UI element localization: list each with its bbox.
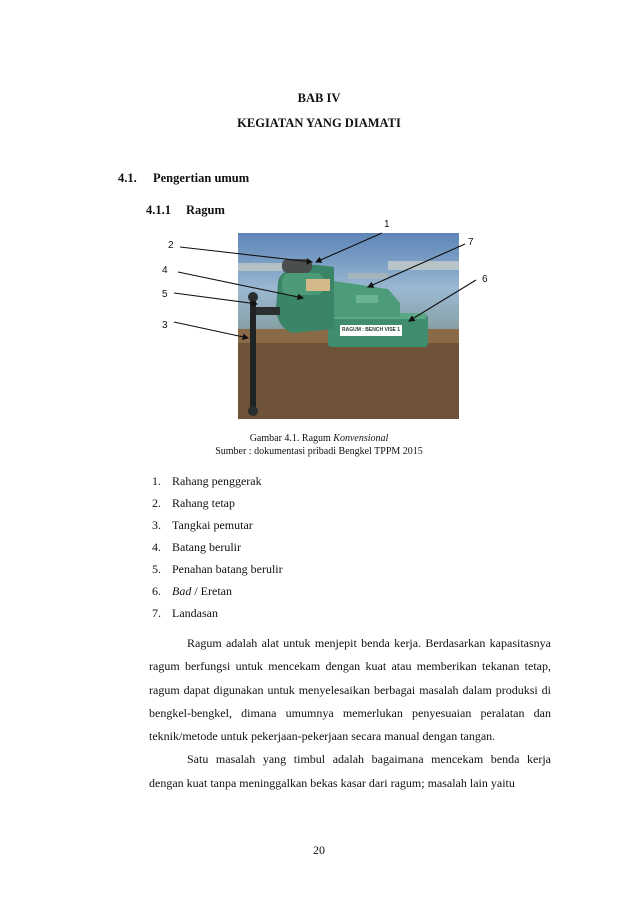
callout-6: 6 [482, 274, 488, 285]
chapter-title: KEGIATAN YANG DIAMATI [237, 116, 401, 130]
section-number: 4.1. [118, 171, 137, 185]
subsection-number: 4.1.1 [146, 203, 171, 217]
page-number: 20 [313, 843, 325, 857]
caption-prefix: Gambar 4.1. Ragum [249, 433, 331, 444]
subsection-title: Ragum [186, 203, 225, 217]
list-item: 3. Tangkai pemutar [152, 518, 253, 532]
paragraph: Ragum adalah alat untuk menjepit benda kerja. Berdasarkan kapasitasnya ragum berfungsi untuk mencekam dengan kuat atau memberikan tekanan tetap, ragum dapat digunakan untuk menyelesaikan berbagai masalah dalam produksi di bengkel-bengkel, dimana umumnya memerlukan penyesuaian peralatan dan teknik/metode untuk pekerjaan-pekerjaan secara manual dengan tangan. [149, 636, 551, 744]
figure-source: Sumber : dokumentasi pribadi Bengkel TPPM 2015 [215, 446, 423, 457]
list-item: 7. Landasan [152, 606, 218, 620]
caption-italic: Konvensional [333, 433, 389, 444]
callout-1: 1 [384, 219, 390, 230]
list-item: 1. Rahang penggerak [152, 474, 262, 488]
list-item: 5. Penahan batang berulir [152, 562, 283, 576]
list-item: 4. Batang berulir [152, 540, 241, 554]
callout-4: 4 [162, 265, 168, 276]
figure-caption [0, 432, 638, 445]
callout-3: 3 [162, 320, 168, 331]
list-item: 2. Rahang tetap [152, 496, 235, 510]
callout-7: 7 [468, 237, 474, 248]
section-title: Pengertian umum [153, 171, 250, 185]
callout-2: 2 [168, 240, 174, 251]
callout-5: 5 [162, 289, 168, 300]
body-text [149, 632, 551, 795]
vise-plate-text: RAGUM : BENCH VISE 1 [341, 327, 401, 333]
chapter-label: BAB IV [297, 91, 341, 105]
list-item: 6. Bad / Eretan [152, 584, 232, 598]
parts-list [152, 470, 283, 624]
paragraph: Satu masalah yang timbul adalah bagaimana mencekam benda kerja dengan kuat tanpa meninggalkan bekas kasar dari ragum; masalah lain yaitu [149, 752, 551, 790]
